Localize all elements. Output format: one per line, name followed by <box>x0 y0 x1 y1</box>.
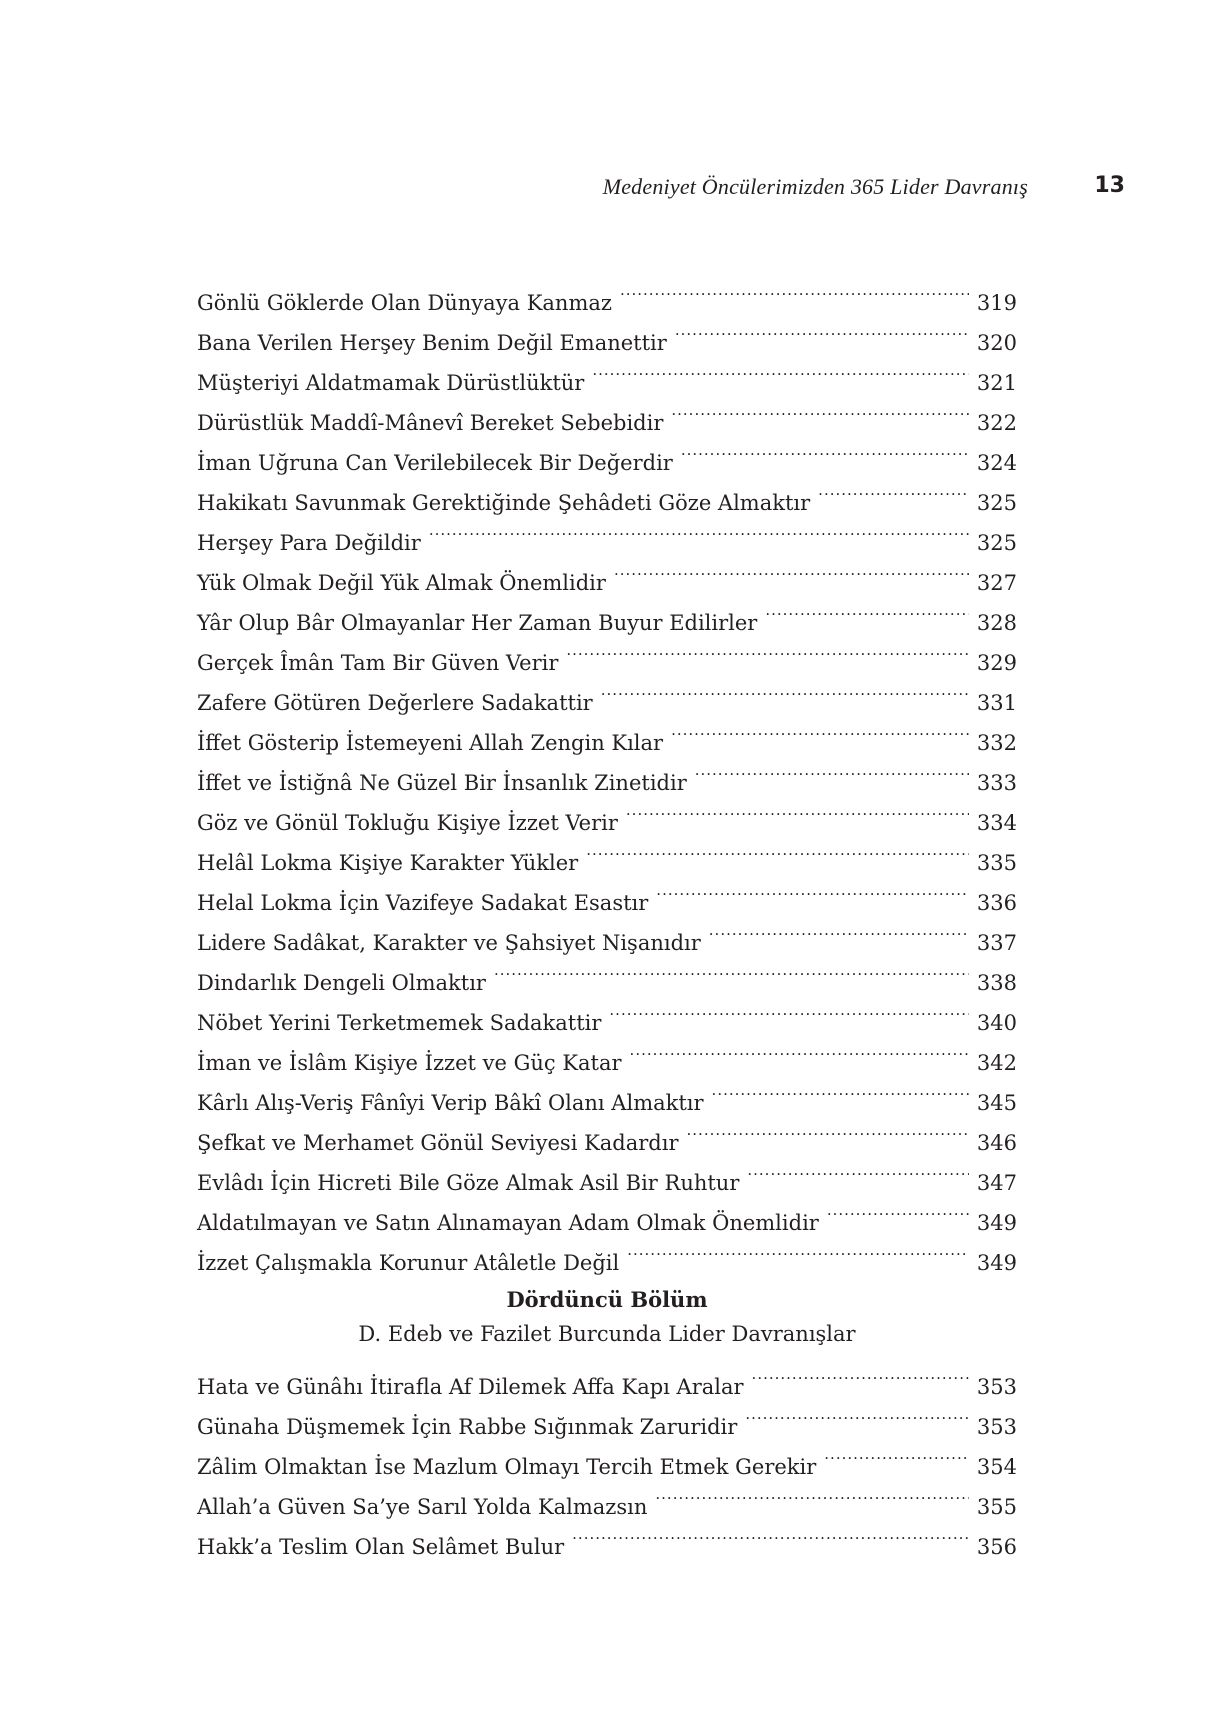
toc-entry-page: 331 <box>976 691 1017 715</box>
toc-entry-page: 338 <box>976 971 1017 995</box>
toc-entry-page: 353 <box>976 1415 1017 1439</box>
toc-entry-title: Bana Verilen Herşey Benim Değil Emanettir <box>197 331 667 355</box>
toc-entry-page: 337 <box>976 931 1017 955</box>
toc-entry-page: 319 <box>976 291 1017 315</box>
toc-entry-page: 349 <box>976 1251 1017 1275</box>
dot-leader <box>429 510 969 550</box>
toc-entry-page: 332 <box>976 731 1017 755</box>
running-header <box>0 174 1221 206</box>
dot-leader <box>592 350 969 390</box>
toc-entry-page: 335 <box>976 851 1017 875</box>
toc-entry-title: Hata ve Günâhı İtirafla Af Dilemek Affa Kapı Aralar <box>197 1375 744 1399</box>
toc-entry-title: İman ve İslâm Kişiye İzzet ve Güç Katar <box>197 1051 622 1075</box>
dot-leader <box>586 830 969 870</box>
toc-entry-title: Kârlı Alış-Veriş Fânîyi Verip Bâkî Olanı Almaktır <box>197 1091 704 1115</box>
toc-entry-title: İman Uğruna Can Verilebilecek Bir Değerdir <box>197 451 673 475</box>
toc-entry-page: 340 <box>976 1011 1017 1035</box>
dot-leader <box>747 1150 969 1190</box>
toc-entry-page: 342 <box>976 1051 1017 1075</box>
dot-leader <box>681 430 969 470</box>
toc-entry-page: 336 <box>976 891 1017 915</box>
dot-leader <box>818 470 969 510</box>
toc-entry-title: Zâlim Olmaktan İse Mazlum Olmayı Tercih Etmek Gerekir <box>197 1455 817 1479</box>
dot-leader <box>824 1434 969 1474</box>
dot-leader <box>752 1354 969 1394</box>
toc-entry-page: 345 <box>976 1091 1017 1115</box>
toc-list <box>197 270 1017 1275</box>
toc-entry-page: 355 <box>976 1495 1017 1519</box>
toc-entry-title: Herşey Para Değildir <box>197 531 421 555</box>
dot-leader <box>655 1474 969 1514</box>
toc-entry-title: İffet Gösterip İstemeyeni Allah Zengin Kılar <box>197 731 664 755</box>
dot-leader <box>627 1230 969 1270</box>
dot-leader <box>745 1394 969 1434</box>
chapter-subtitle: D. Edeb ve Fazilet Burcunda Lider Davranışlar <box>358 1322 856 1346</box>
toc-entry-title: Helal Lokma İçin Vazifeye Sadakat Esastır <box>197 891 649 915</box>
toc-entry <box>197 1354 1017 1399</box>
toc-entry-page: 347 <box>976 1171 1017 1195</box>
toc-entry-page: 322 <box>976 411 1017 435</box>
dot-leader <box>614 550 969 590</box>
toc-entry-page: 329 <box>976 651 1017 675</box>
toc-entry-title: İffet ve İstiğnâ Ne Güzel Bir İnsanlık Zinetidir <box>197 771 687 795</box>
toc-entry-title: Yük Olmak Değil Yük Almak Önemlidir <box>197 571 606 595</box>
dot-leader <box>620 270 969 310</box>
toc-entry-page: 334 <box>976 811 1017 835</box>
toc-entry-title: Şefkat ve Merhamet Gönül Seviyesi Kadardır <box>197 1131 679 1155</box>
toc-entry-title: Zafere Götüren Değerlere Sadakattir <box>197 691 593 715</box>
dot-leader <box>572 1514 969 1554</box>
dot-leader <box>671 390 969 430</box>
toc-entry-page: 325 <box>976 491 1017 515</box>
toc-entry-page: 320 <box>976 331 1017 355</box>
toc-entry-title: Yâr Olup Bâr Olmayanlar Her Zaman Buyur Edilirler <box>197 611 758 635</box>
dot-leader <box>695 750 969 790</box>
toc-list-chapter-4 <box>197 1354 1017 1559</box>
dot-leader <box>656 870 969 910</box>
toc-entry-title: Dürüstlük Maddî-Mânevî Bereket Sebebidir <box>197 411 664 435</box>
dot-leader <box>827 1190 969 1230</box>
toc-entry-title: Göz ve Gönül Tokluğu Kişiye İzzet Verir <box>197 811 618 835</box>
toc-entry-page: 356 <box>976 1535 1017 1559</box>
toc-entry-title: Nöbet Yerini Terketmemek Sadakattir <box>197 1011 602 1035</box>
dot-leader <box>709 910 969 950</box>
toc-entry-title: İzzet Çalışmakla Korunur Atâletle Değil <box>197 1251 620 1275</box>
dot-leader <box>712 1070 969 1110</box>
toc-entry-page: 333 <box>976 771 1017 795</box>
toc-entry-title: Hakk’a Teslim Olan Selâmet Bulur <box>197 1535 565 1559</box>
chapter-header <box>197 1283 1017 1351</box>
toc-entry-title: Helâl Lokma Kişiye Karakter Yükler <box>197 851 579 875</box>
page-number: 13 <box>1094 173 1125 198</box>
toc-entry-page: 327 <box>976 571 1017 595</box>
dot-leader <box>675 310 969 350</box>
dot-leader <box>494 950 969 990</box>
toc-entry-page: 349 <box>976 1211 1017 1235</box>
toc-entry-title: Evlâdı İçin Hicreti Bile Göze Almak Asil Bir Ruhtur <box>197 1171 740 1195</box>
chapter-heading: Dördüncü Bölüm <box>506 1287 708 1312</box>
toc-entry-page: 346 <box>976 1131 1017 1155</box>
toc-entry-page: 354 <box>976 1455 1017 1479</box>
toc-entry-page: 328 <box>976 611 1017 635</box>
dot-leader <box>609 990 969 1030</box>
dot-leader <box>687 1110 969 1150</box>
toc-entry-title: Dindarlık Dengeli Olmaktır <box>197 971 486 995</box>
toc-entry-page: 325 <box>976 531 1017 555</box>
toc-entry-title: Allah’a Güven Sa’ye Sarıl Yolda Kalmazsın <box>197 1495 648 1519</box>
toc-entry-title: Gönlü Göklerde Olan Dünyaya Kanmaz <box>197 291 612 315</box>
toc-entry-page: 321 <box>976 371 1017 395</box>
toc-entry-title: Aldatılmayan ve Satın Alınamayan Adam Olmak Önemlidir <box>197 1211 819 1235</box>
toc-entry-title: Gerçek Îmân Tam Bir Güven Verir <box>197 651 559 675</box>
toc-entry-title: Lidere Sadâkat, Karakter ve Şahsiyet Nişanıdır <box>197 931 701 955</box>
toc-entry-title: Hakikatı Savunmak Gerektiğinde Şehâdeti Göze Almaktır <box>197 491 811 515</box>
toc-entry-title: Müşteriyi Aldatmamak Dürüstlüktür <box>197 371 585 395</box>
toc-entry-title: Günaha Düşmemek İçin Rabbe Sığınmak Zaruridir <box>197 1415 738 1439</box>
dot-leader <box>630 1030 969 1070</box>
dot-leader <box>626 790 969 830</box>
dot-leader <box>601 670 969 710</box>
running-title: Medeniyet Öncülerimizden 365 Lider Davranış <box>602 174 1028 199</box>
dot-leader <box>765 590 969 630</box>
toc-entry <box>197 270 1017 315</box>
toc-entry-page: 353 <box>976 1375 1017 1399</box>
dot-leader <box>566 630 969 670</box>
toc-entry-page: 324 <box>976 451 1017 475</box>
dot-leader <box>671 710 969 750</box>
